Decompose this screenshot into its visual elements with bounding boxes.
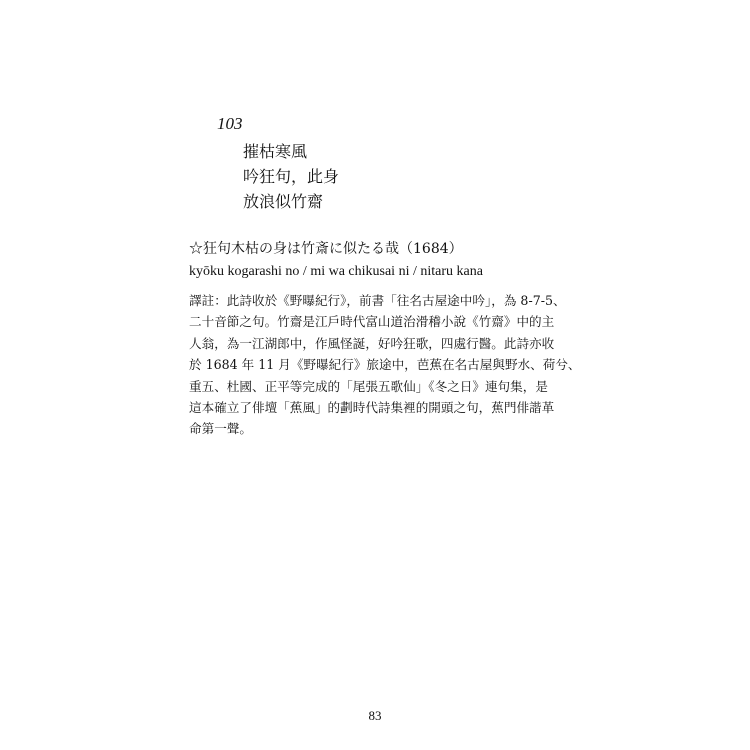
translator-note [189, 290, 581, 440]
note-line: 重五、杜國、正平等完成的「尾張五歌仙」《冬之日》連句集，是 [189, 378, 548, 394]
poem-line: 摧枯寒風 [243, 142, 308, 161]
note-line: 於 1684 年 11 月《野曝紀行》旅途中，芭蕉在名古屋與野水、荷兮、 [189, 357, 581, 373]
note-line: 人翁，為一江湖郎中，作風怪誕，好吟狂歌，四處行醫。此詩亦收 [189, 335, 555, 351]
poem-number: 103 [217, 114, 243, 133]
note-line: 這本確立了俳壇「蕉風」的劃時代詩集裡的開頭之句，蕉門俳諧革 [189, 400, 555, 416]
poem-translation [243, 139, 339, 214]
poem-line: 吟狂句，此身 [243, 167, 340, 186]
poem-line: 放浪似竹齋 [243, 192, 324, 211]
note-line: 譯註：此詩收於《野曝紀行》，前書「往名古屋途中吟」，為 8-7-5、 [189, 293, 566, 308]
note-line: 命第一聲。 [189, 421, 252, 437]
note-line: 二十音節之句。竹齋是江戶時代富山道治滑稽小說《竹齋》中的主 [189, 314, 555, 330]
page-number: 83 [368, 708, 382, 723]
original-haiku: ☆狂句木枯の身は竹斎に似たる哉（1684） [189, 241, 463, 257]
romanization: kyōku kogarashi no / mi wa chikusai ni / nitaru kana [189, 264, 483, 279]
